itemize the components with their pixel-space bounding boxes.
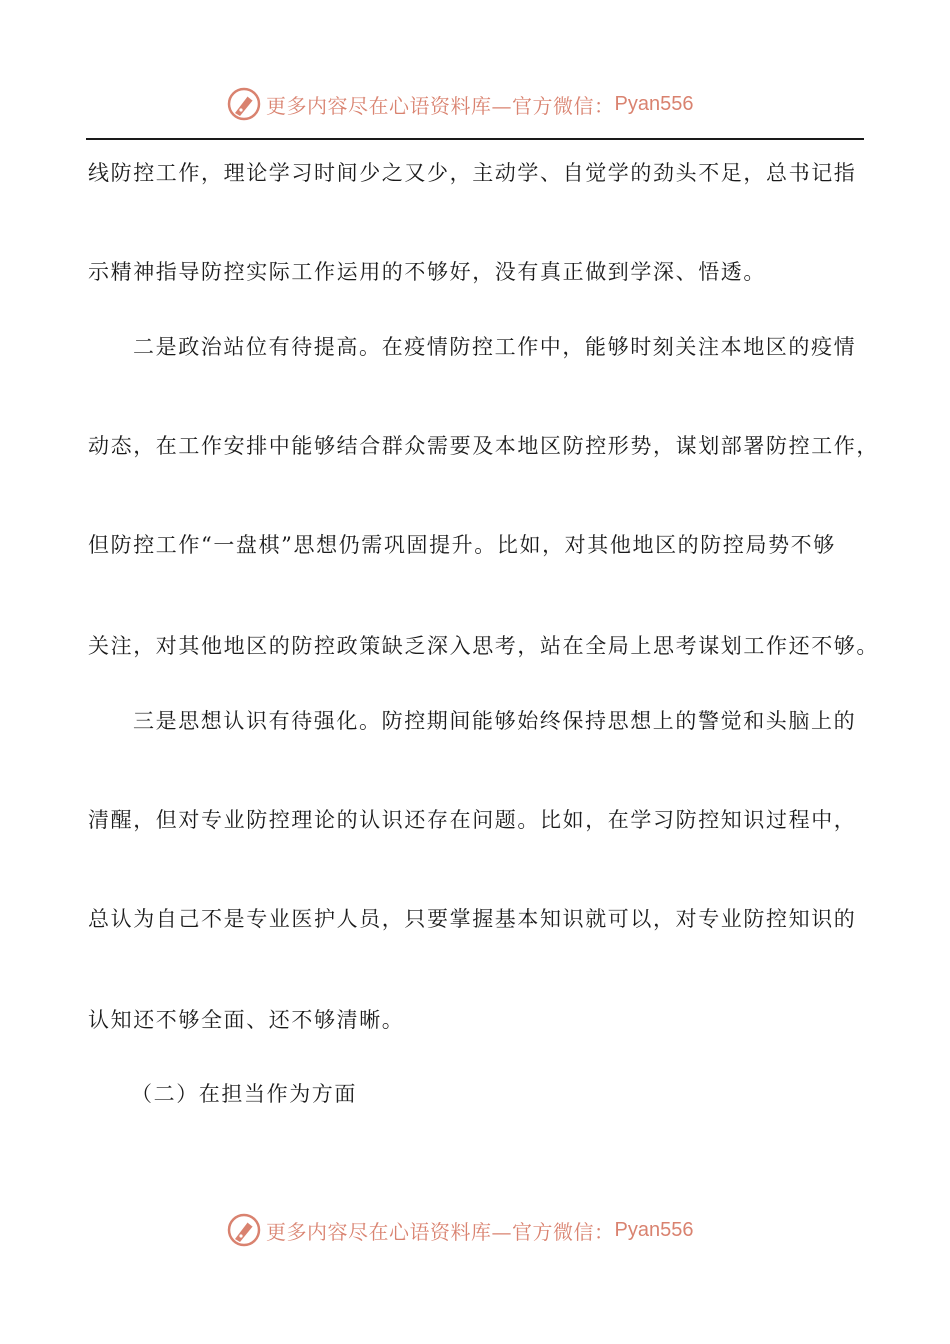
- body-line: 线防控工作，理论学习时间少之又少，主动学、自觉学的劲头不足，总书记指: [88, 161, 857, 185]
- pen-nib-logo-icon: [226, 1212, 262, 1248]
- footer-banner-content: [226, 1210, 693, 1250]
- pen-nib-logo-icon: [226, 86, 262, 122]
- paragraph-start-line: 三是思想认识有待强化。防控期间能够始终保持思想上的警觉和头脑上的: [133, 709, 857, 733]
- paragraph-start-line: 二是政治站位有待提高。在疫情防控工作中，能够时刻关注本地区的疫情: [133, 335, 857, 359]
- body-line: 总认为自己不是专业医护人员，只要掌握基本知识就可以，对专业防控知识的: [88, 907, 857, 931]
- footer-banner-text: 更多内容尽在心语资料库—官方微信：: [266, 1219, 615, 1244]
- body-line: 示精神指导防控实际工作运用的不够好，没有真正做到学深、悟透。: [88, 260, 766, 284]
- body-line: 清醒，但对专业防控理论的认识还存在问题。比如，在学习防控知识过程中，: [88, 808, 857, 832]
- header-banner-content: [226, 84, 693, 124]
- header-banner-wechat-id: Pyan556: [614, 92, 694, 115]
- footer-banner: [0, 1210, 950, 1250]
- body-line: 但防控工作“一盘棋”思想仍需巩固提升。比如，对其他地区的防控局势不够: [88, 533, 836, 557]
- header-banner: [0, 84, 950, 124]
- footer-banner-wechat-id: Pyan556: [614, 1218, 694, 1241]
- header-banner-text: 更多内容尽在心语资料库—官方微信：: [266, 93, 615, 118]
- body-line: 关注，对其他地区的防控政策缺乏深入思考，站在全局上思考谋划工作还不够。: [88, 634, 879, 658]
- body-line: 动态，在工作安排中能够结合群众需要及本地区防控形势，谋划部署防控工作，: [88, 434, 879, 458]
- header-rule: [86, 138, 864, 140]
- section-heading: （二）在担当作为方面: [131, 1082, 357, 1106]
- body-line: 认知还不够全面、还不够清晰。: [88, 1008, 405, 1032]
